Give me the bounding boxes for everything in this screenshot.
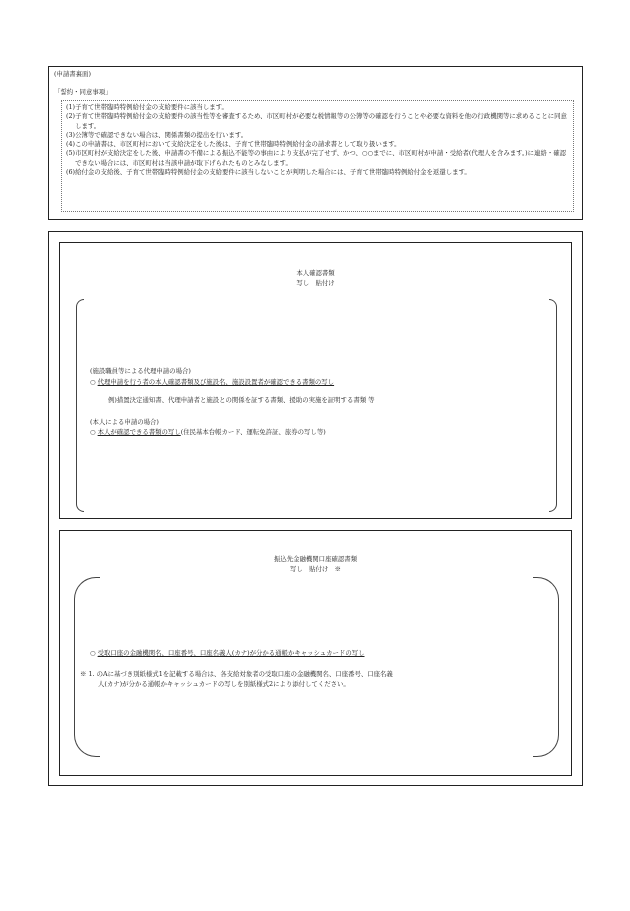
proxy-bullet: ○ bbox=[90, 378, 96, 386]
left-bracket bbox=[76, 299, 84, 512]
bank-note-line2: 人(カナ)が分かる通帳かキャッシュカードの写しを別紙様式2により添付してください。 bbox=[98, 680, 350, 688]
consent-list bbox=[61, 100, 574, 212]
consent-item-number: (3) bbox=[66, 130, 76, 139]
consent-item-text: 市区町村が支給決定をした後、申請書の不備による振込不能等の事由により支払が完了せず、かつ、○○までに、市区町村が申請・受給者(代理人を含みます。)に連絡・確認できない場合には、市区町村は当該申請が取下げられたものとみなします。 bbox=[75, 149, 567, 167]
consent-item bbox=[66, 131, 569, 140]
consent-item-number: (4) bbox=[66, 140, 76, 149]
note-mark: ※ bbox=[80, 670, 87, 678]
consent-item-number: (2) bbox=[66, 112, 76, 121]
proxy-example: 例)措置決定通知書、代理申請者と施設との関係を証する書類、援助の実施を証明する書類 等 bbox=[108, 396, 375, 404]
note-text-1: 1. のAに基づき別紙様式1を記載する場合は、各支給対象者の受取口座の金融機関名、口座番号、口座名義 bbox=[88, 670, 393, 678]
consent-item bbox=[66, 168, 569, 177]
proxy-heading: (施設職員等による代理申請の場合) bbox=[90, 367, 191, 375]
consent-title: 「誓約・同意事項」 bbox=[54, 88, 112, 96]
attachment-area bbox=[48, 231, 583, 786]
self-item bbox=[90, 428, 326, 437]
consent-item-number: (6) bbox=[66, 167, 76, 176]
bank-document-paste-area bbox=[59, 530, 572, 776]
id-section-title: 本人確認書類 bbox=[296, 269, 335, 277]
consent-item-number: (5) bbox=[66, 149, 76, 158]
id-section-subtitle: 写し 貼付け bbox=[296, 279, 335, 287]
consent-item-text: 給付金の支給後、子育て世帯臨時特例給付金の支給要件に該当しないことが判明した場合には、子育て世帯臨時特例給付金を返還します。 bbox=[75, 167, 471, 176]
bank-item-text: 受取口座の金融機関名、口座番号、口座名義人(カナ)が分かる通帳かキャッシュカードの写し bbox=[97, 649, 365, 657]
proxy-item-text: 代理申請を行う者の本人確認書類及び施設名、施設設置者が確認できる書類の写し bbox=[97, 378, 335, 386]
consent-item bbox=[66, 149, 569, 168]
bank-bullet: ○ bbox=[90, 649, 96, 657]
left-bracket bbox=[74, 577, 100, 757]
id-document-paste-area bbox=[59, 242, 572, 519]
consent-item-text: 子育て世帯臨時特例給付金の支給要件に該当します。 bbox=[75, 103, 228, 111]
bank-section-subtitle: 写し 貼付け ※ bbox=[289, 565, 342, 573]
consent-item bbox=[66, 140, 569, 149]
consent-item-text: 子育て世帯臨時特例給付金の支給要件の該当性等を審査するため、市区町村が必要な税情報等の公簿等の確認を行うことや必要な資料を他の行政機関等に求めることに同意します。 bbox=[75, 112, 567, 130]
self-heading: (本人による申請の場合) bbox=[90, 418, 159, 426]
self-item-underlined: 本人が確認できる書類の写し bbox=[97, 428, 181, 436]
bank-item bbox=[90, 649, 365, 658]
consent-item bbox=[66, 112, 569, 131]
self-bullet: ○ bbox=[90, 428, 96, 436]
right-bracket bbox=[533, 577, 559, 757]
consent-item bbox=[66, 103, 569, 112]
application-back-heading: (申請書裏面) bbox=[54, 70, 91, 78]
bank-section-title: 振込先金融機関口座確認書類 bbox=[273, 555, 358, 563]
consent-box bbox=[48, 66, 583, 220]
proxy-item bbox=[90, 378, 334, 387]
consent-item-number: (1) bbox=[66, 103, 76, 111]
right-bracket bbox=[549, 299, 557, 512]
consent-item-text: この申請書は、市区町村において支給決定をした後は、子育て世帯臨時特例給付金の請求書として取り扱います。 bbox=[75, 140, 401, 149]
bank-note-line1 bbox=[80, 670, 393, 679]
self-item-rest: (住民基本台帳カード、運転免許証、旅券の写し等) bbox=[180, 428, 326, 436]
consent-item-text: 公簿等で確認できない場合は、関係書類の提出を行います。 bbox=[75, 130, 248, 139]
